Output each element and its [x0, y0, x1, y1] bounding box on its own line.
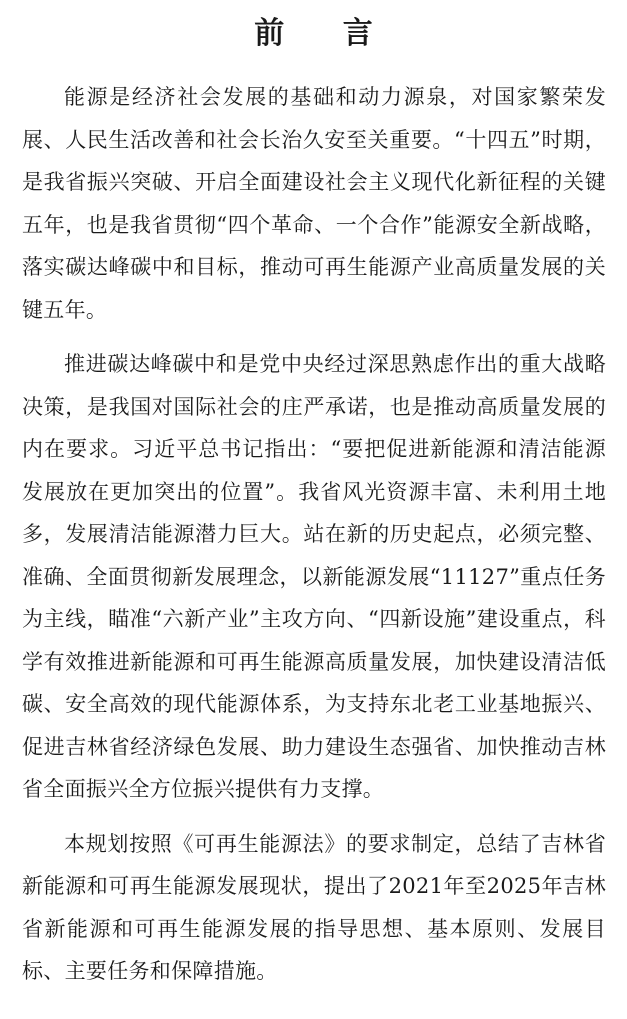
- paragraph-plan-scope: 本规划按照《可再生能源法》的要求制定，总结了吉林省新能源和可再生能源发展现状，提出了2021年至2025年吉林省新能源和可再生能源发展的指导思想、基本原则、发展目标、主要任务和保障措施。: [22, 831, 606, 983]
- document-body: [22, 76, 606, 1005]
- paragraph-intro: 能源是经济社会发展的基础和动力源泉，对国家繁荣发展、人民生活改善和社会长治久安至关重要。“十四五”时期，是我省振兴突破、开启全面建设社会主义现代化新征程的关键五年，也是我省贯彻“四个革命、一个合作”能源安全新战略，落实碳达峰碳中和目标，推动可再生能源产业高质量发展的关键五年。: [22, 85, 606, 322]
- page-title: 前 言: [254, 16, 397, 51]
- paragraph-carbon-goals: 推进碳达峰碳中和是党中央经过深思熟虑作出的重大战略决策，是我国对国际社会的庄严承诺，也是推动高质量发展的内在要求。习近平总书记指出：“要把促进新能源和清洁能源发展放在更加突出的位置”。我省风光资源丰富、未利用土地多，发展清洁能源潜力巨大。站在新的历史起点，必须完整、准确、全面贯彻新发展理念，以新能源发展“11127”重点任务为主线，瞄准“六新产业”主攻方向、“四新设施”建设重点，科学有效推进新能源和可再生能源高质量发展，加快建设清洁低碳、安全高效的现代能源体系，为支持东北老工业基地振兴、促进吉林省经济绿色发展、助力建设生态强省、加快推动吉林省全面振兴全方位振兴提供有力支撑。: [22, 352, 606, 801]
